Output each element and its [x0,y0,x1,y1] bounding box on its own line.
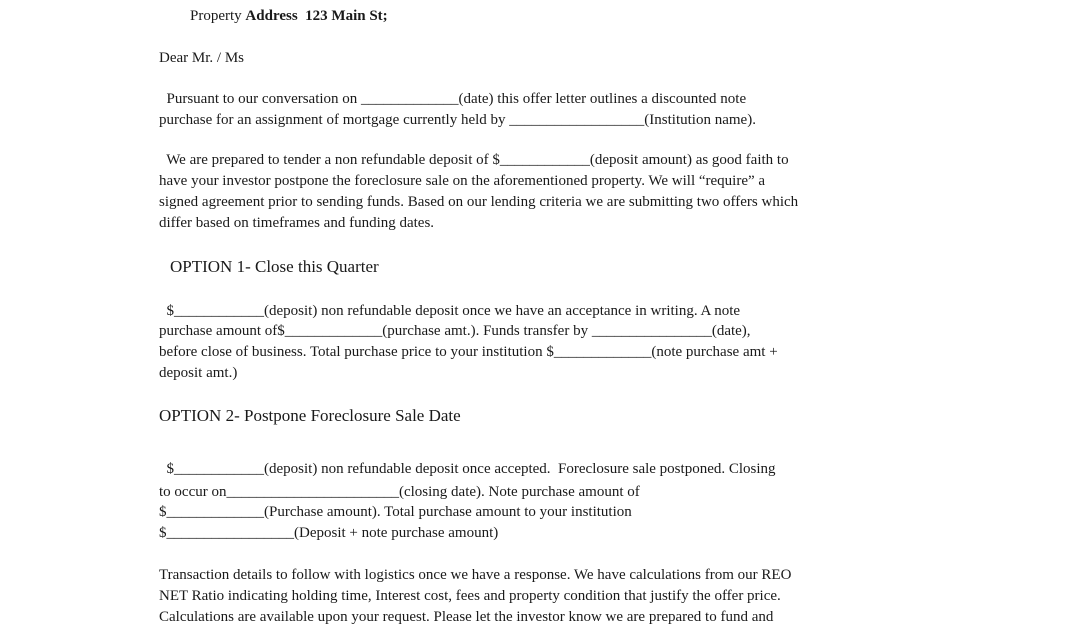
option1-line: purchase amount of$_____________(purchase amt.). Funds transfer by ________________(date), [159,323,751,339]
para2-line: have your investor postpone the foreclosure sale on the aforementioned property. We will “require” a [159,173,766,189]
para2-line: signed agreement prior to sending funds. Based on our lending criteria we are submitting two offers which [159,194,799,210]
para2-line: We are prepared to tender a non refundable deposit of $____________(deposit amount) as good faith to [159,152,789,168]
option2-line: $____________(deposit) non refundable deposit once accepted. Foreclosure sale postponed. Closing [159,461,776,477]
option2-line: $_____________(Purchase amount). Total purchase amount to your institution [159,504,632,520]
property-address-line [190,6,388,26]
option1-line: before close of business. Total purchase price to your institution $_____________(note purchase amt + [159,344,778,360]
para3-line: Transaction details to follow with logistics once we have a response. We have calculations from our REO [159,567,792,583]
address-value: 123 Main St; [297,8,388,24]
para3-line: Calculations are available upon your request. Please let the investor know we are prepared to fund and [159,609,774,625]
para2-line: differ based on timeframes and funding dates. [159,215,435,231]
option2-line: to occur on_______________________(closing date). Note purchase amount of [159,484,640,500]
para1-line: Pursuant to our conversation on _____________(date) this offer letter outlines a discounted note [159,91,747,107]
option1-line: deposit amt.) [159,365,238,381]
option1-line: $____________(deposit) non refundable deposit once we have an acceptance in writing. A note [159,303,741,319]
salutation: Dear Mr. / Ms [159,50,244,66]
para3-line: NET Ratio indicating holding time, Interest cost, fees and property condition that justify the offer price. [159,588,781,604]
address-label: Address [245,8,298,24]
option2-line: $_________________(Deposit + note purchase amount) [159,525,499,541]
option2-heading: OPTION 2- Postpone Foreclosure Sale Date [159,406,461,425]
para1-line: purchase for an assignment of mortgage currently held by __________________(Institution name). [159,112,756,128]
property-label: Property [190,8,246,24]
option1-heading: OPTION 1- Close this Quarter [170,257,379,276]
